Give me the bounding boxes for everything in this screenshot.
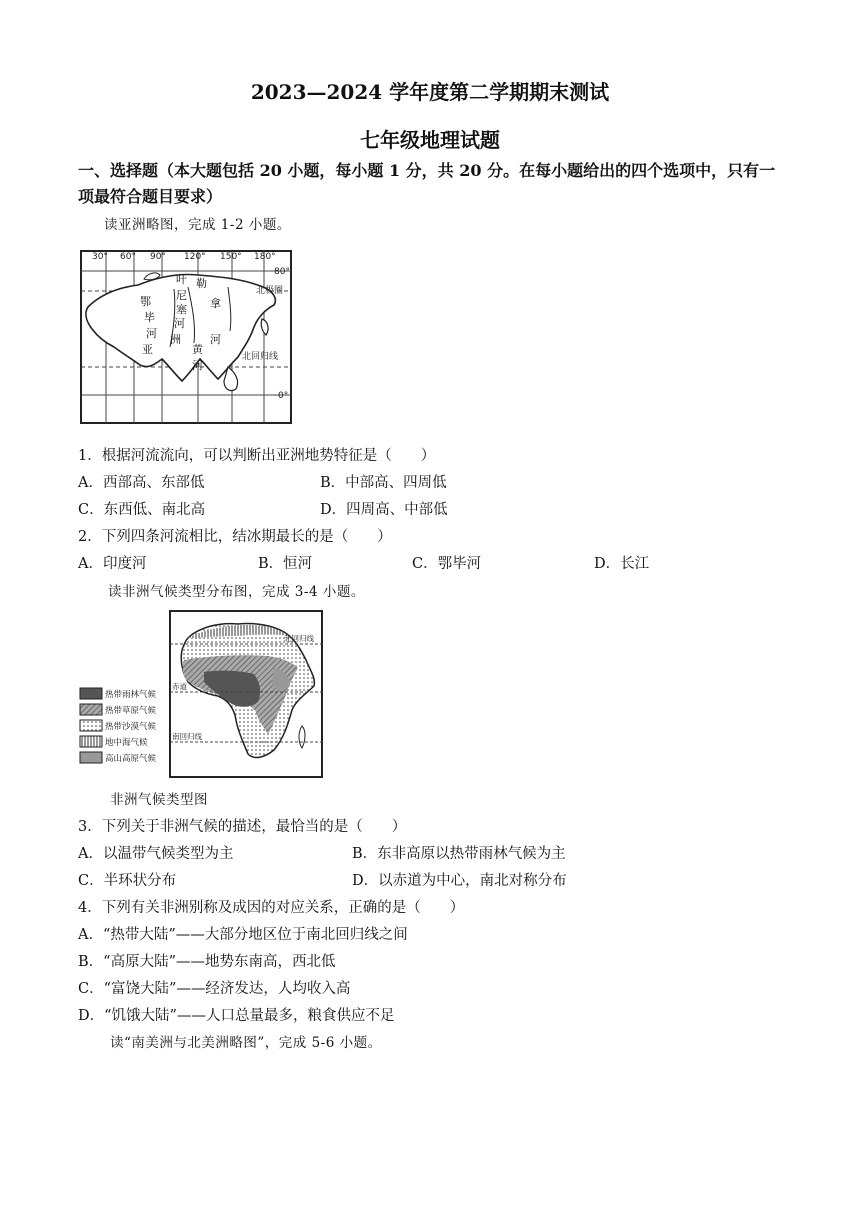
river-char: 尼: [176, 289, 187, 302]
river-char: 叶: [176, 273, 187, 286]
legend-label: 地中海气候: [105, 738, 148, 748]
climate-legend: [80, 688, 157, 764]
q3-stem: 3．下列关于非洲气候的描述，最恰当的是（ ）: [78, 819, 407, 835]
intro-africa: 读非洲气候类型分布图，完成 3-4 小题。: [108, 584, 365, 600]
q3-option-b: B．东非高原以热带雨林气候为主: [352, 846, 566, 862]
section-heading: 一、选择题（本大题包括 20 小题，每小题 1 分，共 20 分。在每小题给出的四个选项中，只有一项最符合题目要求）: [78, 161, 776, 206]
tropic-cancer-label: 北回归线: [284, 634, 314, 643]
q2-option-b: B．恒河: [258, 556, 313, 572]
lat-label: 0°: [278, 391, 289, 401]
q4-option-d: D．“饥饿大陆”——人口总量最多，粮食供应不足: [78, 1008, 395, 1024]
q2-option-d: D．长江: [594, 556, 650, 572]
river-char: 河: [146, 327, 157, 340]
river-char: 河: [210, 333, 221, 346]
arctic-circle-label: 北极圈: [256, 286, 284, 296]
q2-option-c: C．鄂毕河: [412, 556, 482, 572]
legend-label: 热带草原气候: [105, 706, 157, 716]
equator-label: 赤道: [172, 682, 187, 691]
q2-option-a: A．印度河: [78, 556, 147, 572]
tropic-label: 北回归线: [242, 352, 279, 362]
river-char: 塞: [176, 303, 187, 316]
q3-option-c: C．半环状分布: [78, 873, 177, 889]
river-char: 洲: [170, 333, 181, 346]
river-char: 黄: [192, 343, 203, 356]
legend-label: 热带沙漠气候: [105, 722, 157, 732]
q1-option-c: C．东西低、南北高: [78, 502, 206, 518]
intro-asia: 读亚洲略图，完成 1-2 小题。: [104, 217, 291, 233]
lon-label: 180°: [254, 252, 276, 262]
lon-label: 90°: [150, 252, 166, 262]
intro-americas: 读“南美洲与北美洲略图”，完成 5-6 小题。: [110, 1035, 382, 1051]
q2-stem: 2．下列四条河流相比，结冰期最长的是（ ）: [78, 529, 392, 545]
africa-map-caption: 非洲气候类型图: [110, 792, 208, 808]
lon-label: 120°: [184, 252, 206, 262]
q1-stem: 1．根据河流流向，可以判断出亚洲地势特征是（ ）: [78, 448, 436, 464]
river-char: 亚: [142, 343, 153, 356]
q4-option-c: C．“富饶大陆”——经济发达，人均收入高: [78, 981, 351, 997]
q4-option-a: A．“热带大陆”——大部分地区位于南北回归线之间: [78, 927, 408, 943]
africa-climate-map: [78, 608, 326, 780]
lon-label: 150°: [220, 252, 242, 262]
river-char: 毕: [144, 311, 155, 324]
q4-stem: 4．下列有关非洲别称及成因的对应关系，正确的是（ ）: [78, 900, 465, 916]
q3-option-a: A．以温带气候类型为主: [78, 846, 234, 862]
lat-label: 80°: [274, 267, 290, 277]
legend-label: 热带雨林气候: [105, 690, 157, 700]
river-char: 河: [174, 317, 185, 330]
river-char: 鄂: [140, 295, 151, 308]
q4-option-b: B．“高原大陆”——地势东南高，西北低: [78, 954, 336, 970]
tropic-capricorn-label: 南回归线: [172, 732, 202, 741]
q1-option-a: A．西部高、东部低: [78, 475, 205, 491]
q3-option-d: D．以赤道为中心，南北对称分布: [352, 873, 567, 889]
legend-label: 高山高原气候: [105, 754, 157, 764]
q1-option-b: B．中部高、四周低: [320, 475, 447, 491]
river-char: 拿: [210, 297, 221, 310]
river-char: 河: [192, 359, 203, 372]
exam-subtitle: 七年级地理试题: [360, 128, 500, 152]
exam-title: 2023—2024 学年度第二学期期末测试: [250, 80, 610, 104]
lon-label: 30°: [92, 252, 108, 262]
q1-option-d: D．四周高、中部低: [320, 502, 448, 518]
lon-label: 60°: [120, 252, 136, 262]
river-char: 勒: [196, 277, 207, 290]
asia-map: [78, 247, 294, 427]
